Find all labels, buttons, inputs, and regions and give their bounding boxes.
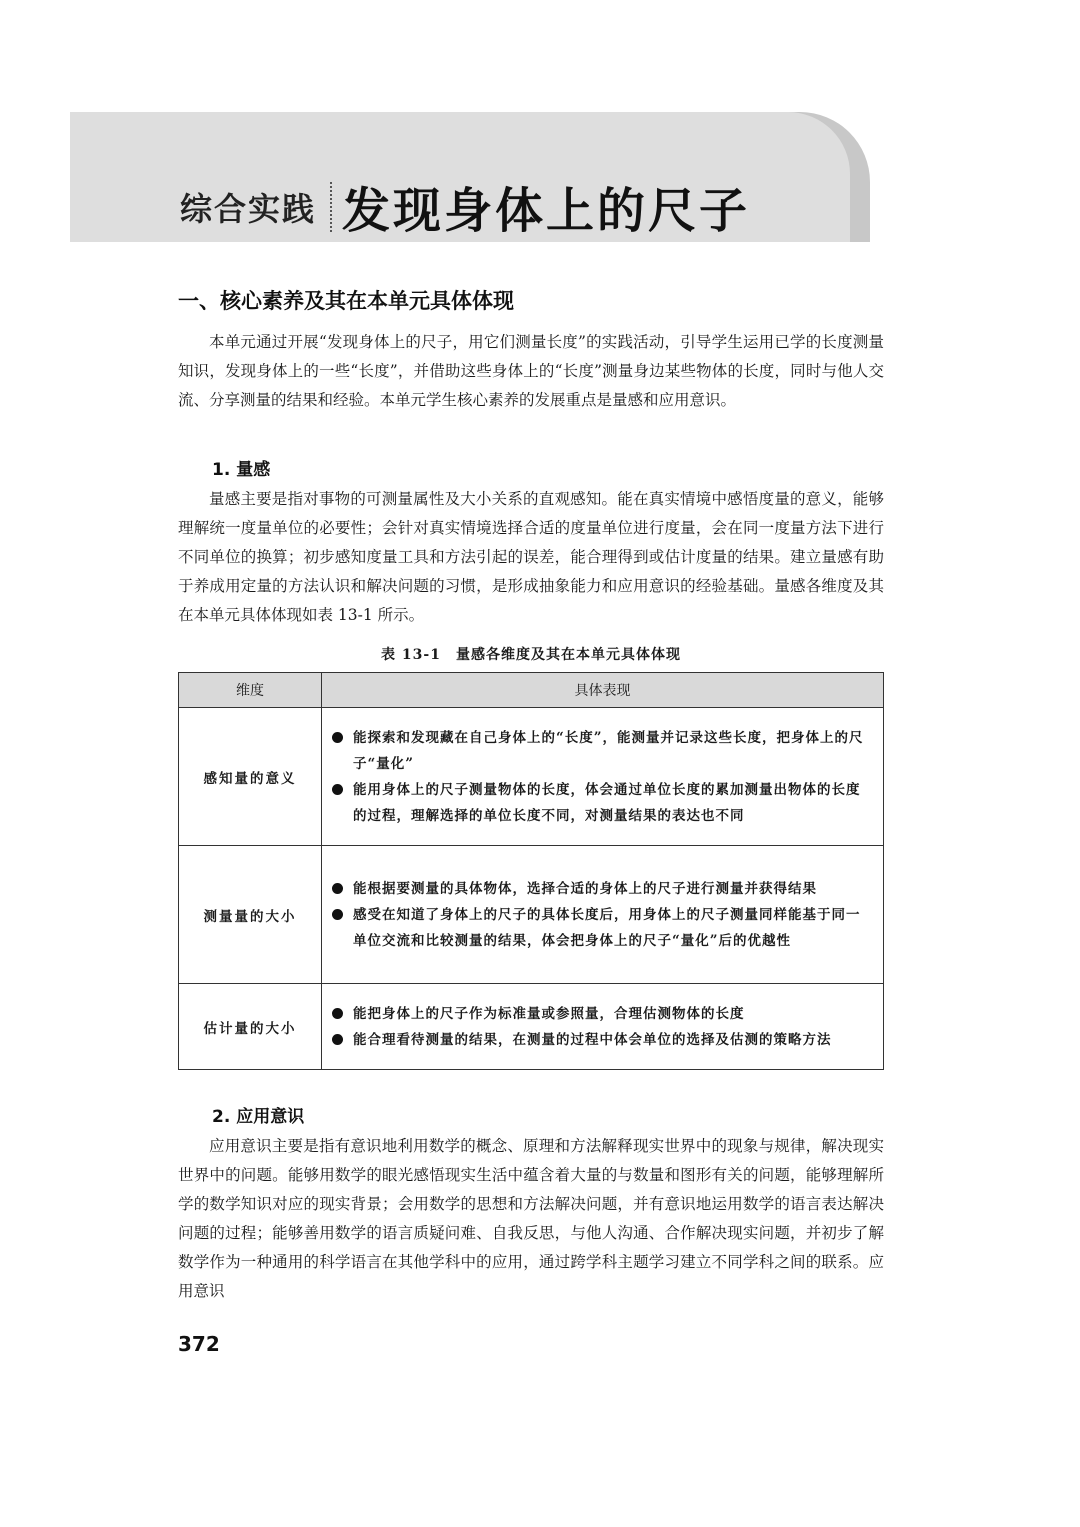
- dimension-cell: 测量量的大小: [179, 846, 322, 984]
- list-item: [332, 1027, 873, 1053]
- chapter-title: [180, 172, 750, 241]
- bullet-icon: [332, 909, 343, 920]
- table-header-performance: 具体表现: [322, 673, 884, 708]
- bullet-icon: [332, 1034, 343, 1045]
- performance-cell: [322, 984, 884, 1070]
- list-item: [332, 1001, 873, 1027]
- item-text: 能探索和发现藏在自己身体上的“长度”，能测量并记录这些长度，把身体上的尺子“量化”: [353, 729, 864, 772]
- table-header-dimension: 维度: [179, 673, 322, 708]
- chapter-label: 综合实践: [180, 189, 317, 228]
- item-text: 感受在知道了身体上的尺子的具体长度后，用身体上的尺子测量同样能基于同一单位交流和比较测量的结果，体会把身体上的尺子“量化”后的优越性: [353, 906, 861, 949]
- subsection-heading-1: 1. 量感: [212, 460, 271, 480]
- table-row: [179, 984, 884, 1070]
- bullet-icon: [332, 883, 343, 894]
- performance-cell: [322, 708, 884, 846]
- subsection-heading-2: 2. 应用意识: [212, 1107, 305, 1127]
- list-item: [332, 876, 873, 902]
- bullet-icon: [332, 1008, 343, 1019]
- section-heading: 一、核心素养及其在本单元具体体现: [178, 289, 514, 313]
- list-item: [332, 777, 873, 829]
- dimension-table: [178, 672, 884, 1070]
- list-item: [332, 725, 873, 777]
- bullet-icon: [332, 732, 343, 743]
- page-number: 372: [178, 1332, 220, 1356]
- chapter-heading: 发现身体上的尺子: [342, 183, 751, 239]
- item-text: 能用身体上的尺子测量物体的长度，体会通过单位长度的累加测量出物体的长度的过程，理解选择的单位长度不同，对测量结果的表达也不同: [353, 781, 861, 824]
- item-text: 能合理看待测量的结果，在测量的过程中体会单位的选择及估测的策略方法: [353, 1031, 832, 1048]
- subsection-paragraph-1: 量感主要是指对事物的可测量属性及大小关系的直观感知。能在真实情境中感悟度量的意义，能够理解统一度量单位的必要性；会针对真实情境选择合适的度量单位进行度量，会在同一度量方法下进行不同单位的换算；初步感知度量工具和方法引起的误差，能合理得到或估计度量的结果。建立量感有助于养成用定量的方法认识和解决问题的习惯，是形成抽象能力和应用意识的经验基础。量感各维度及其在本单元具体体现如表 13-1 所示。: [178, 490, 884, 624]
- bullet-icon: [332, 784, 343, 795]
- list-item: [332, 902, 873, 954]
- dimension-cell: 感知量的意义: [179, 708, 322, 846]
- item-text: 能把身体上的尺子作为标准量或参照量，合理估测物体的长度: [353, 1005, 745, 1022]
- item-text: 能根据要测量的具体物体，选择合适的身体上的尺子进行测量并获得结果: [353, 880, 817, 897]
- dimension-cell: 估计量的大小: [179, 984, 322, 1070]
- performance-cell: [322, 846, 884, 984]
- intro-paragraph: 本单元通过开展“发现身体上的尺子，用它们测量长度”的实践活动，引导学生运用已学的长度测量知识，发现身体上的一些“长度”，并借助这些身体上的“长度”测量身边某些物体的长度，同时与他人交流、分享测量的结果和经验。本单元学生核心素养的发展重点是量感和应用意识。: [178, 333, 884, 409]
- table-row: [179, 846, 884, 984]
- title-separator: [330, 182, 332, 232]
- table-header-row: [179, 673, 884, 708]
- table-row: [179, 708, 884, 846]
- subsection-paragraph-2: 应用意识主要是指有意识地利用数学的概念、原理和方法解释现实世界中的现象与规律，解决现实世界中的问题。能够用数学的眼光感悟现实生活中蕴含着大量的与数量和图形有关的问题，能够理解所学的数学知识对应的现实背景；会用数学的思想和方法解决问题，并有意识地运用数学的语言表达解决问题的过程；能够善用数学的语言质疑问难、自我反思，与他人沟通、合作解决现实问题，并初步了解数学作为一种通用的科学语言在其他学科中的应用，通过跨学科主题学习建立不同学科之间的联系。应用意识: [178, 1137, 884, 1300]
- table-caption: 表 13-1 量感各维度及其在本单元具体体现: [381, 647, 681, 663]
